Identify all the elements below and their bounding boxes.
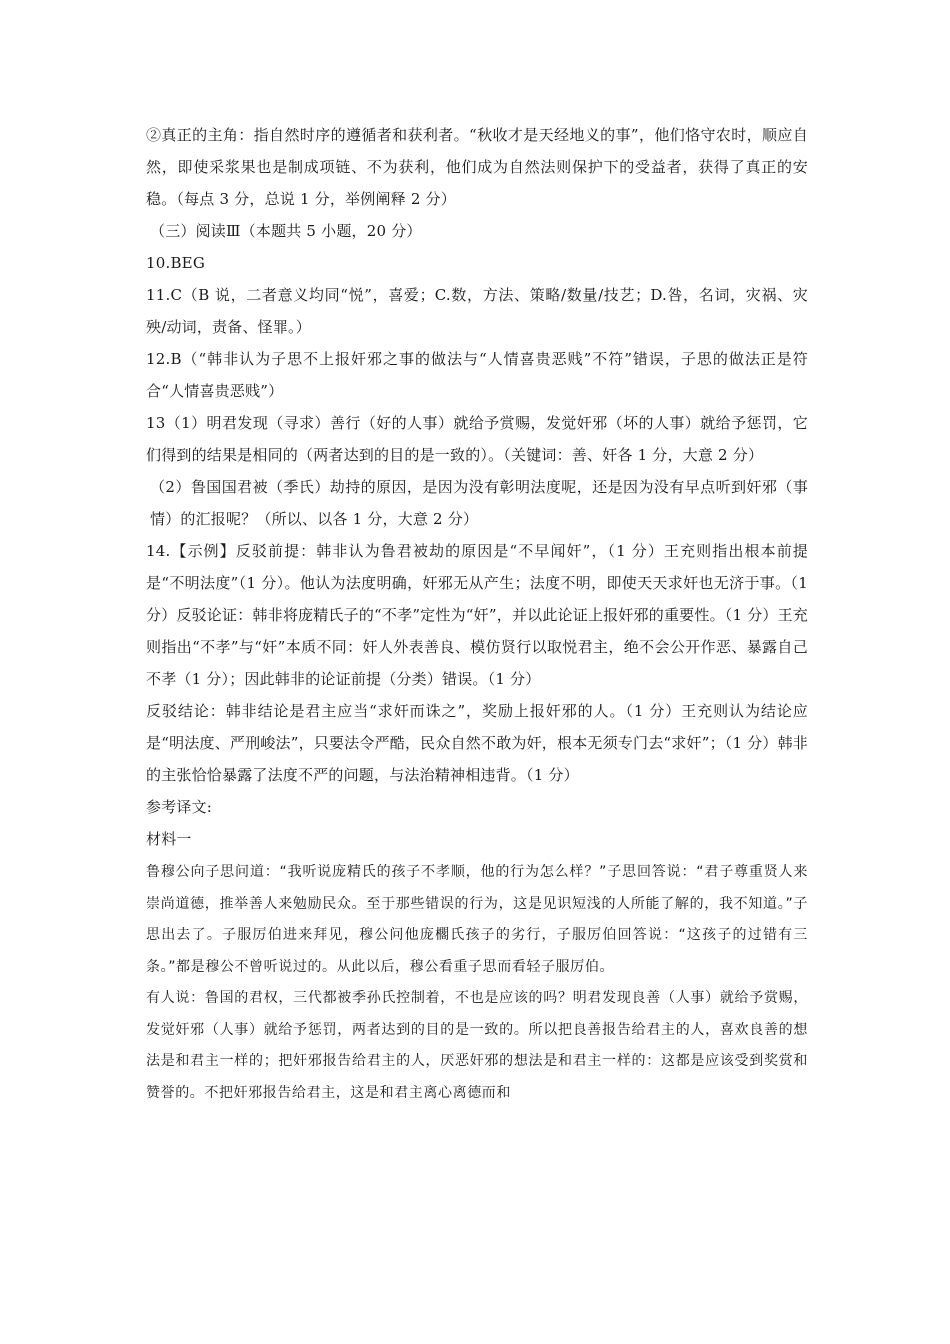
translation-paragraph: 鲁穆公向子思问道：“我听说庞精氏的孩子不孝顺，他的行为怎么样？”子思回答说：“君子尊重贤人来崇尚道德，推举善人来勉励民众。至于那些错误的行为，这是见识短浅的人所能了解的，我不知道。”子思出去了。子服厉伯进来拜见，穆公问他庞櫊氏孩子的劣行，子服厉伯回答说：“这孩子的过错有三条。”都是穆公不曾听说过的。从此以后，穆公看重子思而看轻子服厉伯。 (146, 864, 808, 975)
translation-paragraph: 有人说：鲁国的君权，三代都被季孙氏控制着，不也是应该的吗？明君发现良善（人事）就给予赏赐，发觉奸邪（人事）就给予惩罚，两者达到的目的是一致的。所以把良善报告给君主的人，喜欢良善的想法是和君主一样的；把奸邪报告给君主的人，厌恶奸邪的想法是和君主一样的：这都是应该受到奖赏和赞誉的。不把奸邪报告给君主，这是和君主离心离德而和 (146, 990, 808, 1101)
section-heading-reading-3: （三）阅读Ⅲ（本题共 5 小题，20 分） (150, 222, 422, 240)
answer-q14-conclusion: 反驳结论：韩非结论是君主应当“求奸而诛之”，奖励上报奸邪的人。（1 分）王充则认为结论应是“明法度、严刑峻法”，只要法令严酷，民众自然不敢为奸，根本无须专门去“求奸”；（1 分）韩非的主张恰恰暴露了法度不严的问题，与法治精神相违背。（1 分） (146, 702, 808, 784)
answer-q14-example: 14.【示例】反驳前提：韩非认为鲁君被劫的原因是“不早闻奸”，（1 分）王充则指出根本前提是“不明法度”（1 分）。他认为法度明确，奸邪无从产生；法度不明，即使天天求奸也无济于事。（1 分）反驳论证：韩非将庞精氏子的“不孝”定性为“奸”，并以此论证上报奸邪的重要性。（1 分）王充则指出“不孝”与“奸”本质不同：奸人外表善良、模仿贤行以取悦君主，绝不会公开作恶、暴露自己不孝（1 分）；因此韩非的论证前提（分类）错误。（1 分） (146, 542, 808, 688)
answer-essay-point-2: ②真正的主角：指自然时序的遵循者和获利者。“秋收才是天经地义的事”，他们恪守农时，顺应自然，即使采浆果也是制成项链、不为获利，他们成为自然法则保护下的受益者，获得了真正的安稳。（每点 3 分，总说 1 分，举例阐释 2 分） (146, 126, 808, 208)
answer-q11: 11.C（B 说，二者意义均同“悦”，喜爱；C.数，方法、策略/数量/技艺；D.咎，名词，灾祸、灾殃/动词，责备、怪罪。） (146, 286, 808, 336)
material-1-heading: 材料一 (146, 830, 192, 848)
answer-q12: 12.B（“韩非认为子思不上报奸邪之事的做法与“人情喜贵恶贱”不符”错误，子思的做法正是符合“人情喜贵恶贱”） (146, 350, 808, 400)
answer-q13-part-2: （2）鲁国国君被（季氏）劫持的原因，是因为没有彰明法度呢，还是因为没有早点听到奸邪（事情）的汇报呢？（所以、以各 1 分，大意 2 分） (150, 478, 808, 528)
reference-translation-heading: 参考译文: (146, 798, 213, 816)
answer-q10: 10.BEG (146, 254, 206, 272)
answer-q13-part-1: 13（1）明君发现（寻求）善行（好的人事）就给予赏赐，发觉奸邪（坏的人事）就给予惩罚，它们得到的结果是相同的（两者达到的目的是一致的）。（关键词：善、奸各 1 分，大意 2 分） (146, 414, 808, 464)
document-page (146, 119, 808, 1109)
